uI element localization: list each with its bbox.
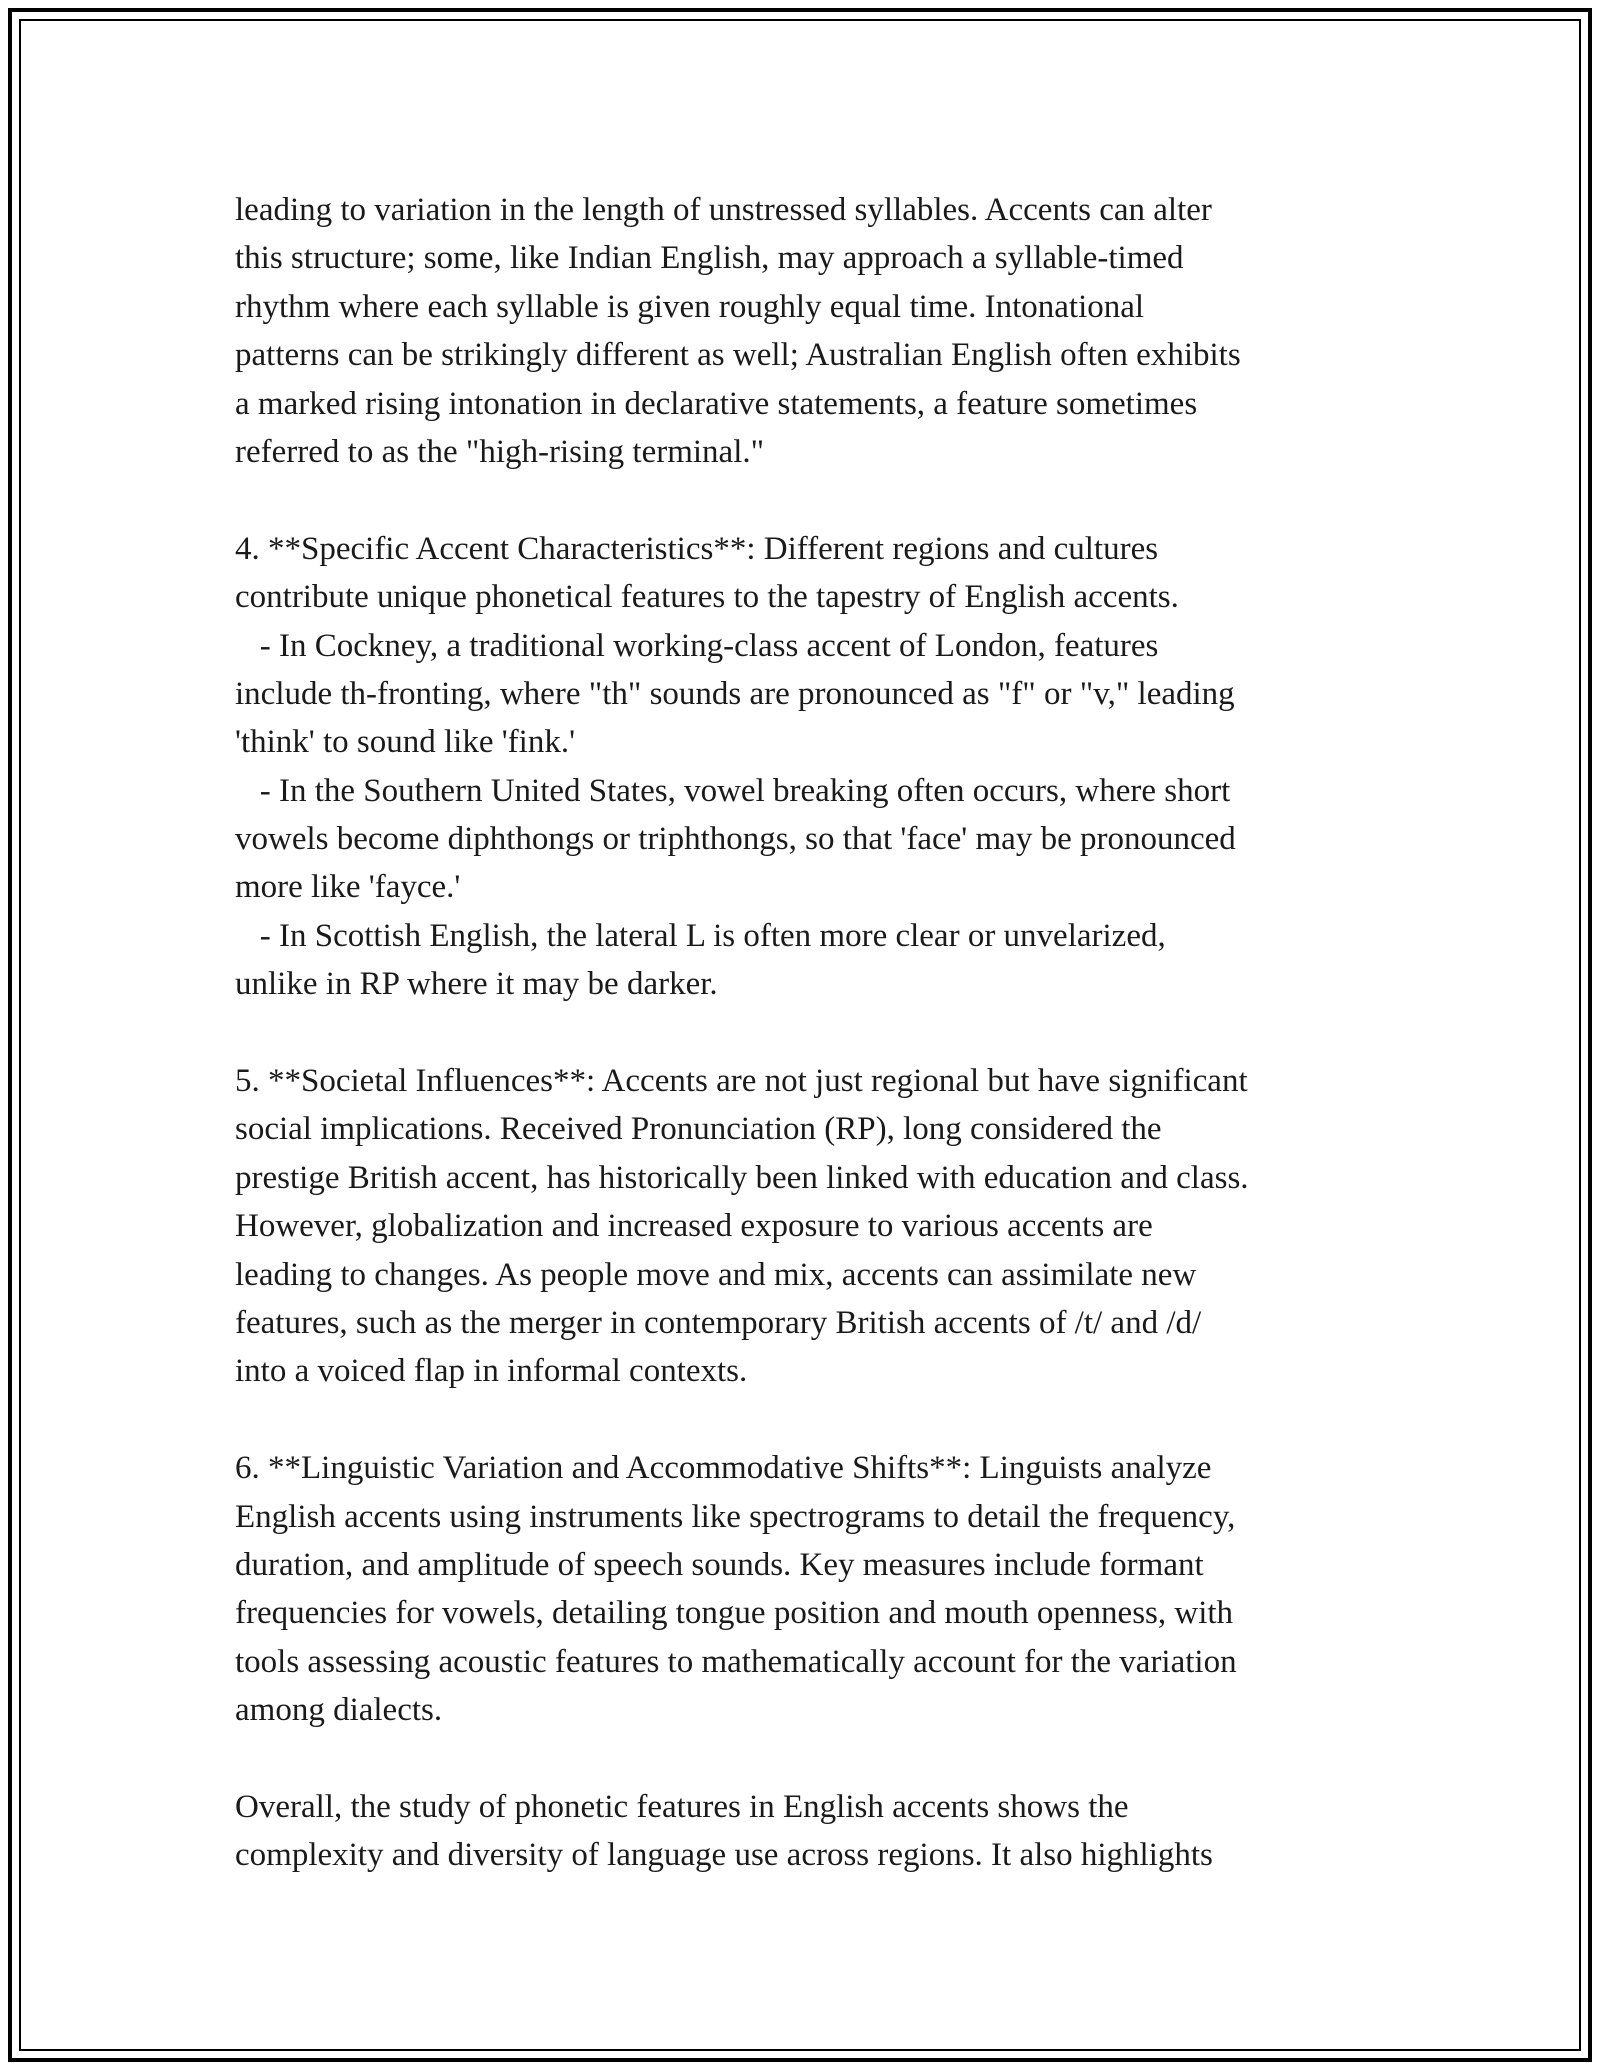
text-line: 'think' to sound like 'fink.' [235, 724, 576, 761]
text-line: this structure; some, like Indian English, may approach a syllable-timed [235, 240, 1184, 277]
text-line: contribute unique phonetical features to the tapestry of English accents. [235, 579, 1179, 616]
text-line: However, globalization and increased exposure to various accents are [235, 1208, 1153, 1245]
text-line: rhythm where each syllable is given roughly equal time. Intonational [235, 288, 1145, 325]
paragraph-overall-conclusion [235, 1783, 1395, 1880]
paragraph-spacer [235, 1396, 1395, 1444]
text-line: 5. **Societal Influences**: Accents are not just regional but have significant [235, 1063, 1248, 1100]
text-line: Overall, the study of phonetic features in English accents shows the [235, 1788, 1129, 1825]
text-line: complexity and diversity of language use across regions. It also highlights [235, 1837, 1213, 1874]
text-line: a marked rising intonation in declarative statements, a feature sometimes [235, 385, 1198, 422]
paragraph-spacer [235, 1009, 1395, 1057]
paragraph-societal-influences [235, 1057, 1395, 1396]
paragraph-spacer [235, 1735, 1395, 1783]
text-line: 4. **Specific Accent Characteristics**: Different regions and cultures [235, 530, 1159, 567]
text-line: tools assessing acoustic features to mathematically account for the variation [235, 1643, 1237, 1680]
text-line: into a voiced flap in informal contexts. [235, 1353, 748, 1390]
text-line: among dialects. [235, 1692, 443, 1729]
text-line: prestige British accent, has historically been linked with education and class. [235, 1159, 1249, 1196]
text-line: unlike in RP where it may be darker. [235, 966, 718, 1003]
text-line: 6. **Linguistic Variation and Accommodative Shifts**: Linguists analyze [235, 1450, 1212, 1487]
text-line: frequencies for vowels, detailing tongue position and mouth openness, with [235, 1595, 1234, 1632]
text-line: features, such as the merger in contemporary British accents of /t/ and /d/ [235, 1304, 1202, 1341]
text-line: leading to changes. As people move and mix, accents can assimilate new [235, 1256, 1197, 1293]
document-body [235, 186, 1395, 1880]
text-line: referred to as the "high-rising terminal." [235, 433, 765, 470]
text-line: patterns can be strikingly different as well; Australian English often exhibits [235, 337, 1241, 374]
paragraph-linguistic-variation [235, 1444, 1395, 1734]
text-line: leading to variation in the length of unstressed syllables. Accents can alter [235, 192, 1212, 228]
text-line: vowels become diphthongs or triphthongs, so that 'face' may be pronounced [235, 821, 1236, 858]
paragraph-specific-accent-characteristics [235, 525, 1395, 1009]
text-line: duration, and amplitude of speech sounds. Key measures include formant [235, 1546, 1204, 1583]
text-line: more like 'fayce.' [235, 869, 461, 906]
text-line: - In Cockney, a traditional working-class accent of London, features [235, 627, 1159, 664]
text-line: include th-fronting, where "th" sounds are pronounced as "f" or "v," leading [235, 675, 1235, 712]
text-line: - In the Southern United States, vowel breaking often occurs, where short [235, 772, 1231, 809]
paragraph-rhythm-intonation [235, 186, 1395, 476]
paragraph-spacer [235, 476, 1395, 524]
text-line: English accents using instruments like spectrograms to detail the frequency, [235, 1498, 1236, 1535]
text-line: social implications. Received Pronunciation (RP), long considered the [235, 1111, 1162, 1148]
text-line: - In Scottish English, the lateral L is often more clear or unvelarized, [235, 917, 1166, 954]
